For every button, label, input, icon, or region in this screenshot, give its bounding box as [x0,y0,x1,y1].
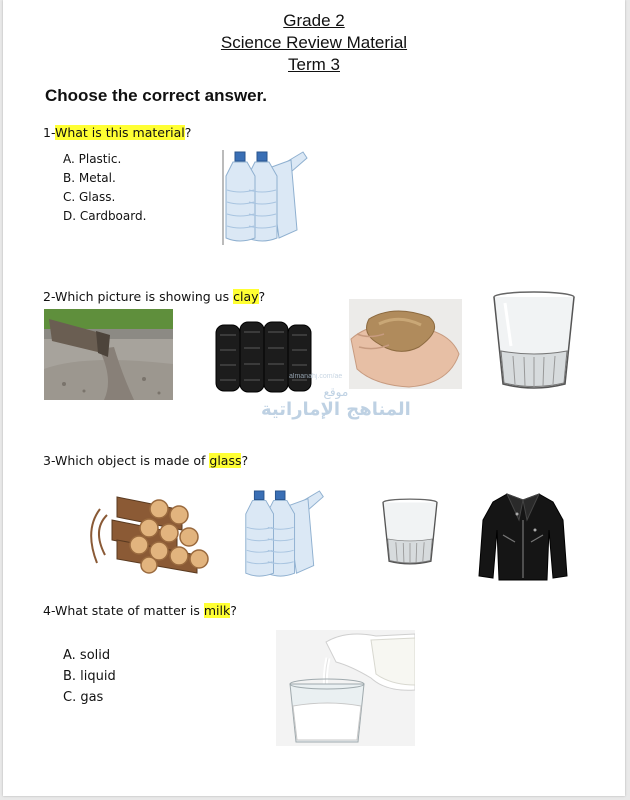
tires-image[interactable] [215,320,312,394]
q4-option-a[interactable]: A. solid [63,648,111,663]
grade-heading: Grade 2 [283,11,345,30]
drinking-glass-image[interactable] [491,291,577,392]
q4-options [63,645,116,708]
site-watermark: almanahj.com/ae موقع المناهج الإماراتية [261,373,411,420]
q1-option-c[interactable]: C. Glass. [63,190,116,204]
plastic-bottles-image [221,150,313,245]
question-2: 2-Which picture is showing us clay? [43,289,266,304]
question-3: 3-Which object is made of glass? [43,453,249,468]
worksheet-page [3,0,625,796]
q1-option-d[interactable]: D. Cardboard. [63,209,147,223]
q4-option-b[interactable]: B. liquid [63,669,116,684]
clay-in-hand-image[interactable] [349,299,462,389]
question-1: 1-What is this material? [43,125,192,140]
term-heading: Term 3 [288,55,340,74]
title-heading: Science Review Material [220,33,408,52]
concrete-pour-image[interactable] [44,309,173,400]
wood-logs-image[interactable] [87,485,215,577]
q1-option-a[interactable]: A. Plastic. [63,152,122,166]
leather-jacket-image[interactable] [477,490,569,582]
q1-options [63,150,146,226]
instruction: Choose the correct answer. [45,86,268,105]
q1-option-b[interactable]: B. Metal. [63,171,116,185]
plastic-bottles-image-2[interactable] [241,488,329,581]
milk-pouring-image [276,630,415,746]
q4-option-c[interactable]: C. gas [63,690,104,705]
question-4: 4-What state of matter is milk? [43,603,237,618]
glass-cup-image[interactable] [381,486,439,579]
